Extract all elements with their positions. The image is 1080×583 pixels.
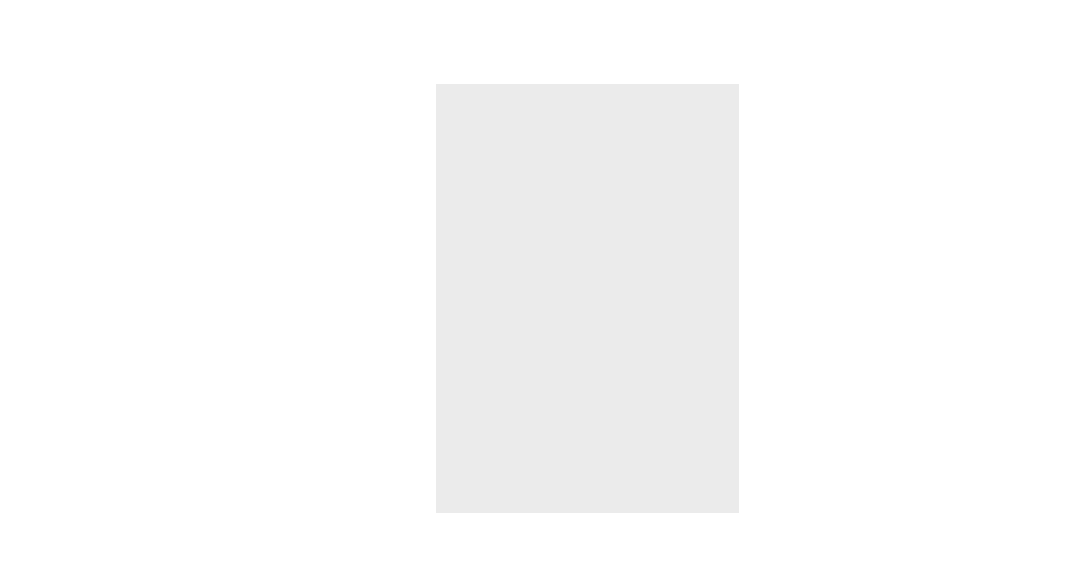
baseline-column-background	[436, 84, 739, 513]
